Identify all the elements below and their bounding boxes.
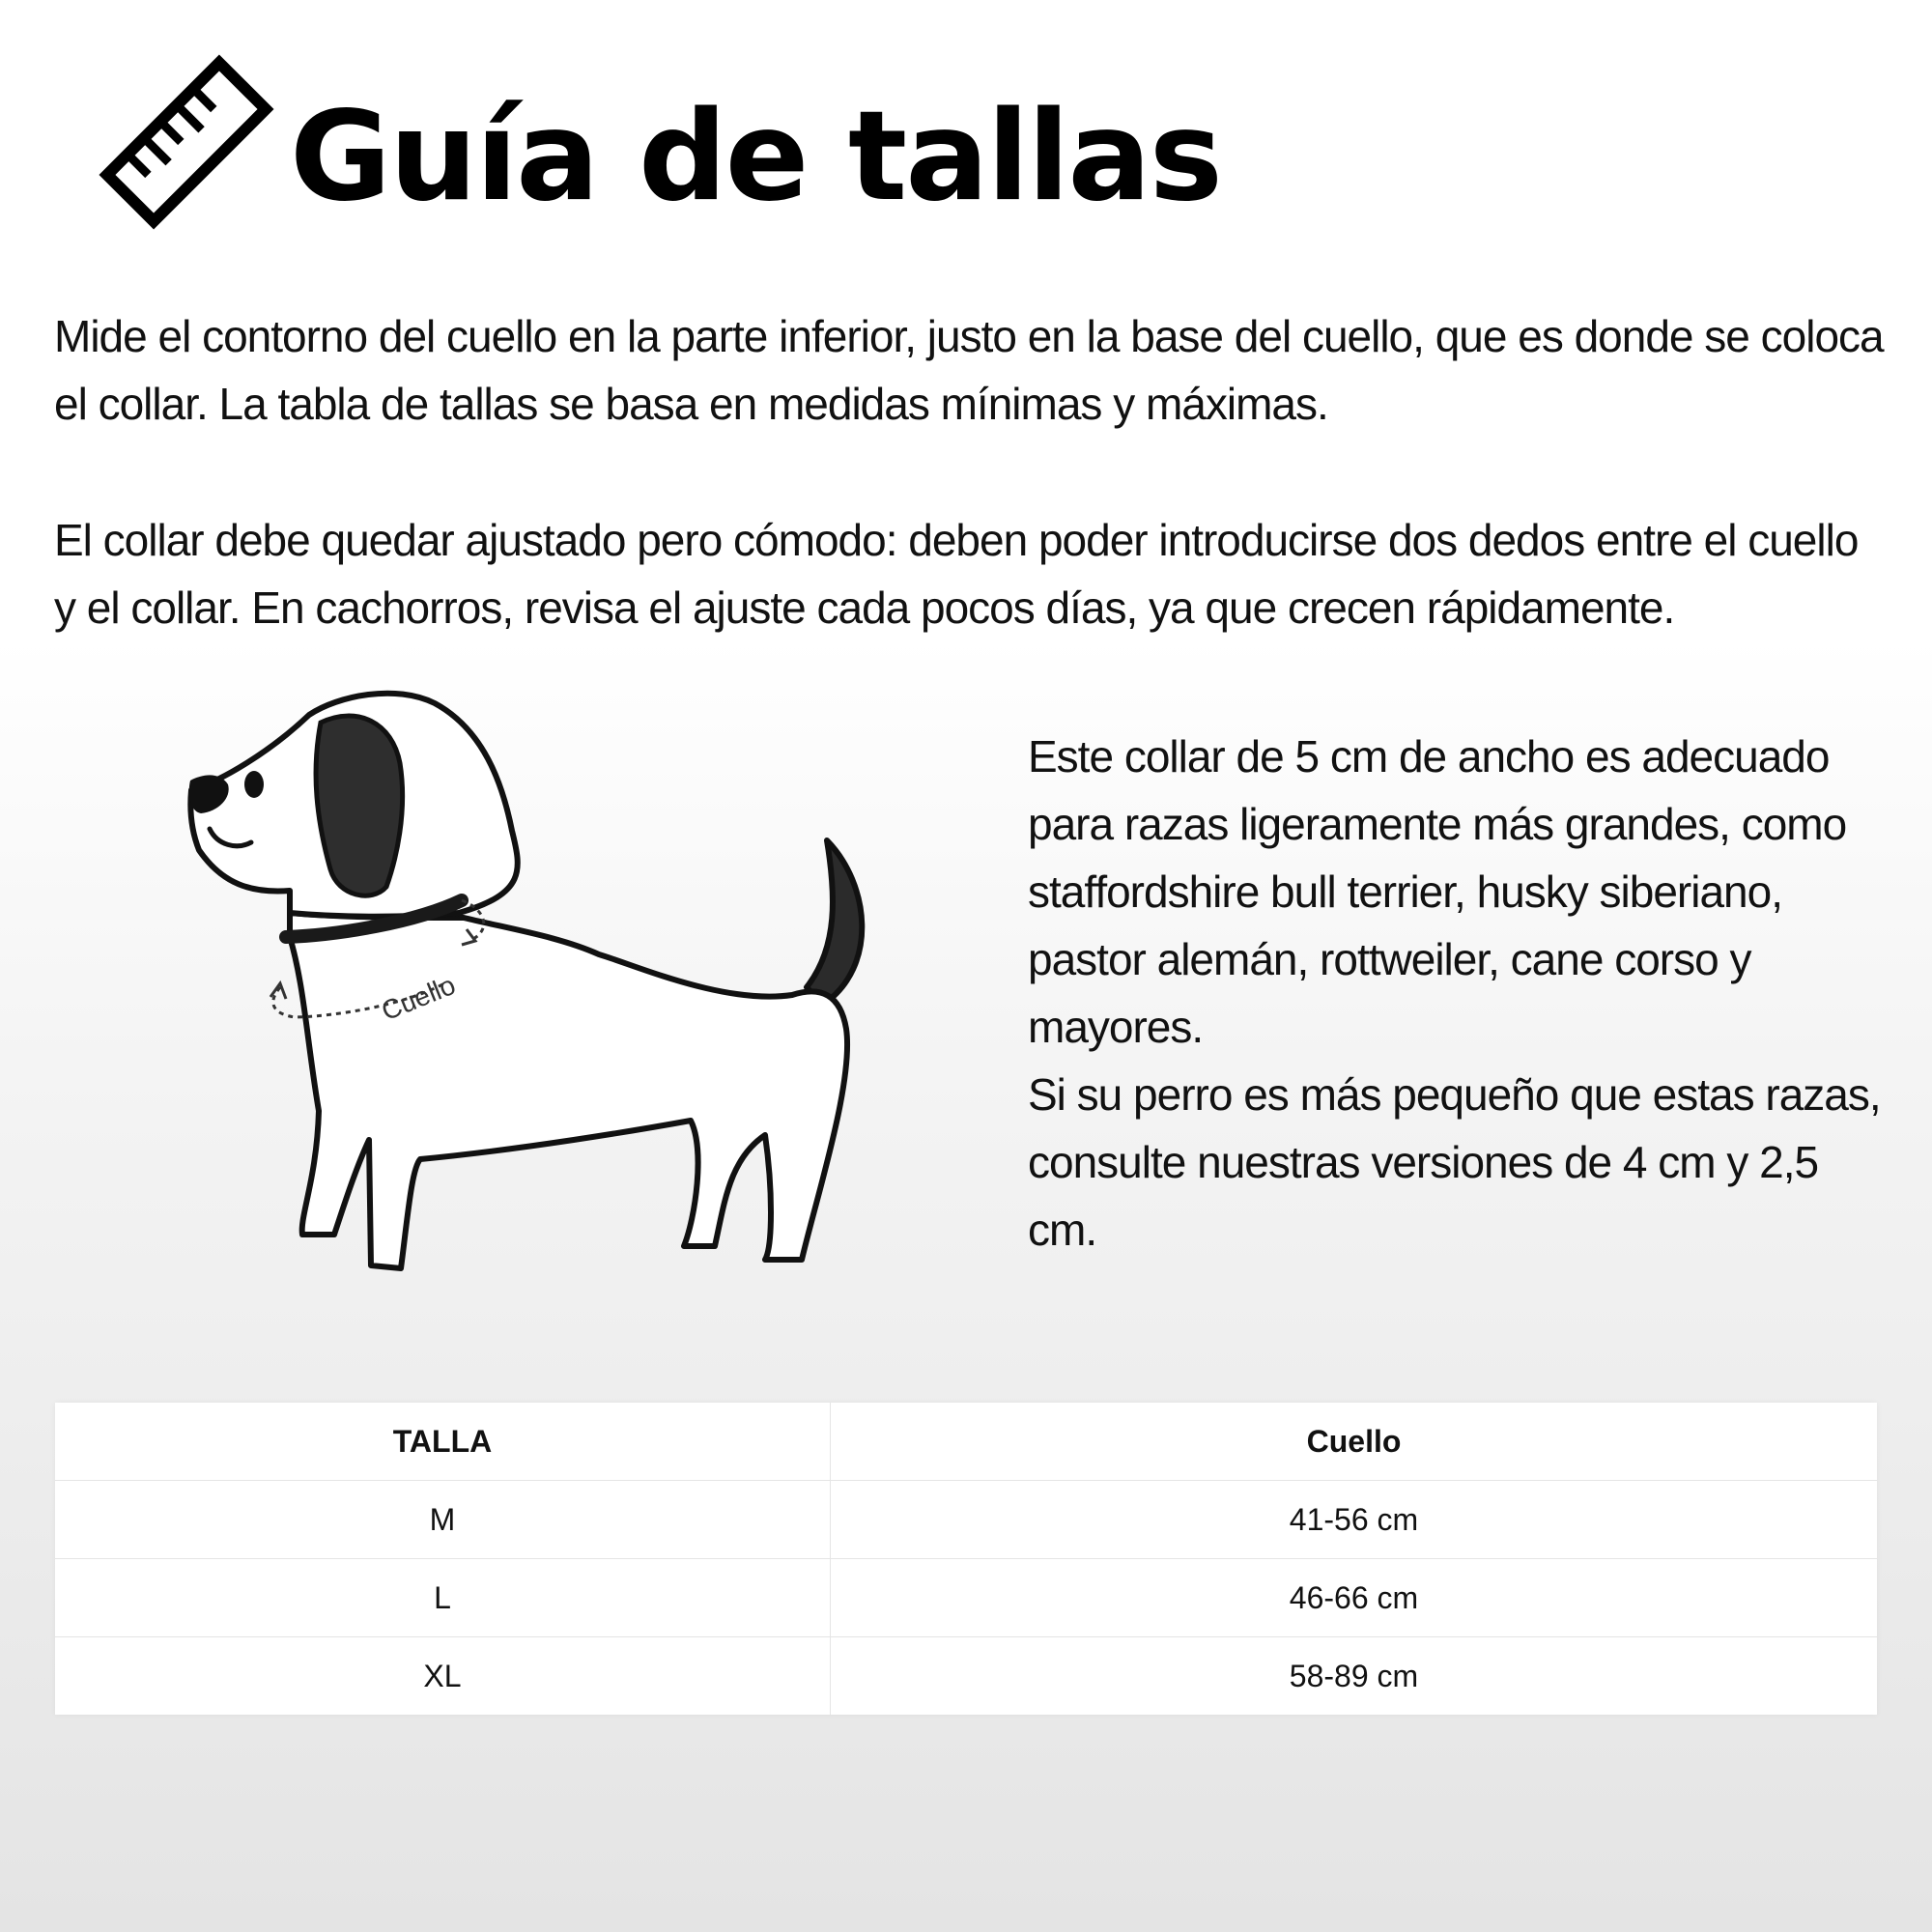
neck-label: Cuello [377,969,460,1027]
table-row [55,1637,1877,1716]
table-row [55,1481,1877,1559]
size-cell: M [55,1481,831,1559]
neck-range-cell: 41-56 cm [831,1481,1878,1559]
size-cell: XL [55,1637,831,1716]
neck-range-cell: 58-89 cm [1289,1658,1419,1693]
table-header-row [55,1403,1877,1481]
collar-suitability-text: Este collar de 5 cm de ancho es adecuado para razas ligeramente más grandes, como staffordshire bull terrier, husky siberiano, pastor alemán, rottweiler, cane corso y mayores. [1028,731,1847,1052]
table-row [55,1559,1877,1637]
smaller-versions-text: Si su perro es más pequeño que estas razas, consulte nuestras versiones de 4 cm y 2,5 cm. [1028,1069,1881,1255]
size-cell: L [55,1559,831,1637]
ruler-icon [95,50,278,234]
page-title: Guía de tallas [290,85,1221,229]
neck-range-cell: 46-66 cm [831,1559,1878,1637]
column-header-size: TALLA [55,1403,831,1481]
size-table [55,1403,1877,1715]
dog-illustration [97,676,889,1294]
collar-description [1028,723,1897,1264]
fit-instructions: El collar debe quedar ajustado pero cómodo: deben poder introducirse dos dedos entre el cuello y el collar. En cachorros, revisa el ajuste cada pocos días, ya que crecen rápidamente. [54,515,1859,633]
measure-instructions: Mide el contorno del cuello en la parte inferior, justo en la base del cuello, que es donde se coloca el collar. La tabla de tallas se basa en medidas mínimas y máximas. [54,311,1884,429]
column-header-neck: Cuello [831,1403,1878,1481]
